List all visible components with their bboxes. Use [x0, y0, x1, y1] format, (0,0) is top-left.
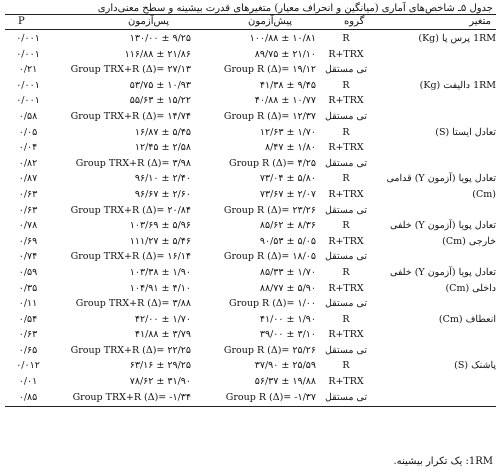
cell-variable: پاشنک (S) [454, 360, 496, 372]
cell-posttest: ۱۰۴/۹۱ ± ۴/۱۰ [129, 282, 191, 294]
table-row [5, 390, 496, 406]
cell-variable: خارجی (Cm) [442, 235, 496, 247]
cell-variable [376, 203, 496, 219]
table-footnote: 1RM: یک تکرار بیشینه. [393, 456, 493, 467]
cell-pretest: ۷۳/۶۷ ± ۲/۰۷ [259, 188, 316, 200]
cell-posttest: ۶۳/۱۶ ± ۲۹/۲۵ [129, 360, 191, 372]
table-row [5, 374, 496, 390]
cell-posttest: ۱۱۱/۲۷ ± ۵/۴۶ [129, 235, 191, 247]
cell-group: R [342, 313, 350, 325]
table-row [5, 234, 496, 250]
cell-p: ۰/۸۲ [18, 157, 38, 169]
cell-variable: تعادل ایستا (S) [435, 126, 496, 138]
table-row [5, 312, 496, 328]
cell-variable: 1RM پرس پا (Kg) [418, 33, 496, 44]
cell-group: تی مستقل [324, 344, 367, 356]
cell-pretest: Group R (Δ)= ۱/۰۰ [228, 298, 316, 310]
table-row [5, 358, 496, 374]
cell-group: R [342, 360, 350, 372]
cell-p: ۰/۰۰۱ [16, 79, 40, 91]
bottom-rule [5, 406, 496, 407]
cell-variable: تعادل پویا (آزمون Y) قدامی [386, 173, 496, 185]
cell-variable: (Cm) [472, 188, 496, 200]
table-row [5, 156, 496, 172]
cell-pretest: Group R (Δ)= ۱۹/۱۲ [223, 64, 316, 76]
cell-pretest: ۳۷/۹۰ ± ۲۵/۵۹ [254, 360, 316, 372]
cell-pretest: Group R (Δ)= ۴/۲۵ [228, 157, 316, 169]
cell-pretest: ۱۲/۶۳ ± ۱/۷۰ [259, 126, 316, 138]
cell-pretest: ۴۱/۳۸ ± ۹/۴۵ [259, 79, 316, 91]
cell-variable [376, 47, 496, 63]
cell-variable [376, 296, 496, 312]
cell-group: تی مستقل [324, 157, 367, 169]
cell-group: R+TRX [328, 188, 364, 200]
table-row [5, 187, 496, 203]
cell-variable: انعطاف (Cm) [438, 313, 496, 325]
table-row [5, 171, 496, 187]
cell-posttest: ۷۸/۶۲ ± ۳۱/۹۰ [129, 376, 191, 388]
cell-pretest: ۸۵/۶۲ ± ۸/۳۶ [259, 220, 316, 232]
cell-p: ۰/۶۵ [18, 344, 38, 356]
cell-posttest: Group TRX+R (Δ)= ۳/۸۸ [75, 298, 191, 310]
table-row [5, 296, 496, 312]
cell-p: ۰/۵۸ [18, 110, 38, 122]
cell-variable [376, 62, 496, 78]
cell-posttest: ۹۶/۱۰ ± ۲/۴۰ [134, 173, 191, 185]
cell-pretest: ۳۹/۰۰ ± ۳/۱۰ [259, 329, 316, 341]
table-row [5, 281, 496, 297]
cell-p: ۰/۰۰۱ [16, 95, 40, 107]
table-body [5, 31, 496, 405]
cell-p: ۰/۸۵ [18, 391, 38, 403]
cell-posttest: ۱۳۰/۰۰ ± ۹/۲۵ [129, 33, 191, 44]
cell-pretest: ۸۵/۳۳ ± ۱/۷۰ [259, 266, 316, 278]
cell-variable [376, 390, 496, 406]
cell-group: R [342, 173, 350, 185]
cell-group: تی مستقل [324, 110, 367, 122]
cell-pretest: ۱۰۰/۸۸ ± ۱۰/۸۱ [249, 33, 316, 44]
data-table [5, 31, 496, 405]
cell-pretest: Group R (Δ)= -۱/۳۷ [225, 391, 316, 403]
cell-variable [376, 374, 496, 390]
cell-pretest: Group R (Δ)= ۲۳/۲۶ [223, 204, 316, 216]
cell-posttest: Group TRX+R (Δ)= ۲۷/۱۳ [70, 64, 191, 76]
cell-variable: 1RM دالیفت (Kg) [419, 79, 496, 91]
cell-pretest: ۴۰/۸۸ ± ۱۰/۷۷ [254, 95, 316, 107]
cell-posttest: Group TRX+R (Δ)= ۱۴/۷۴ [70, 110, 191, 122]
cell-posttest: ۱۶/۸۷ ± ۵/۴۵ [134, 126, 191, 138]
cell-group: R+TRX [328, 48, 364, 60]
cell-posttest: ۹۶/۶۷ ± ۲/۶۰ [134, 188, 191, 200]
cell-variable: تعادل پویا (آزمون Y) خلفی [389, 266, 496, 278]
header-group: گروه [344, 16, 365, 27]
cell-variable: تعادل پویا (آزمون Y) خلفی [389, 220, 496, 232]
cell-posttest: Group TRX+R (Δ)= -۱/۳۴ [72, 391, 191, 403]
cell-group: R+TRX [328, 235, 364, 247]
cell-group: R [342, 79, 350, 91]
table-row [5, 109, 496, 125]
cell-variable: داخلی (Cm) [445, 282, 496, 294]
cell-p: ۰/۵۴ [18, 313, 38, 325]
cell-posttest: ۱۰۳/۳۸ ± ۱/۹۰ [129, 266, 191, 278]
cell-pretest: ۸۹/۷۵ ± ۲۱/۱۰ [254, 48, 316, 60]
cell-p: ۰/۷۸ [18, 220, 38, 232]
cell-pretest: ۴۱/۰۰ ± ۱/۹۰ [259, 313, 316, 325]
table-row [5, 93, 496, 109]
cell-group: R [342, 33, 350, 44]
cell-posttest: ۵۵/۶۳ ± ۱۵/۲۲ [129, 95, 191, 107]
cell-p: ۰/۷۴ [18, 251, 38, 263]
cell-group: R+TRX [328, 329, 364, 341]
cell-group: تی مستقل [324, 204, 367, 216]
cell-group: تی مستقل [324, 64, 367, 76]
table-row [5, 62, 496, 78]
cell-pretest: Group R (Δ)= ۱۸/۰۵ [223, 251, 316, 263]
cell-pretest: Group R (Δ)= ۲۵/۲۶ [223, 344, 316, 356]
cell-posttest: ۴۲/۰۰ ± ۱/۷۰ [134, 313, 191, 325]
cell-variable [376, 140, 496, 156]
cell-pretest: ۵۶/۳۷ ± ۱۹/۸۸ [254, 376, 316, 388]
cell-group: R+TRX [328, 376, 364, 388]
cell-p: ۰/۰۵ [18, 126, 38, 138]
cell-posttest: Group TRX+R (Δ)= ۲۰/۸۴ [70, 204, 191, 216]
cell-p: ۰/۳۵ [18, 282, 38, 294]
cell-group: تی مستقل [324, 251, 367, 263]
header-pretest: پیش‌آزمون [248, 16, 293, 27]
table-caption: جدول ۵ـ شاخص‌های آماری (میانگین و انحراف معیار) متغیرهای قدرت بیشینه و سطح معنی‌داری [97, 3, 493, 14]
table-row [5, 31, 496, 47]
cell-posttest: ۵۳/۷۵ ± ۱۰/۹۳ [129, 79, 191, 91]
cell-p: ۰/۶۳ [18, 329, 38, 341]
table-row [5, 265, 496, 281]
cell-pretest: ۸/۴۷ ± ۱/۸۰ [264, 142, 316, 154]
cell-p: ۰/۵۹ [18, 266, 38, 278]
cell-p: ۰/۶۳ [18, 204, 38, 216]
cell-p: ۰/۶۹ [18, 235, 38, 247]
table-row [5, 327, 496, 343]
cell-p: ۰/۱۱ [18, 298, 38, 310]
header-p: P [18, 16, 25, 27]
header-posttest: پس‌آزمون [128, 16, 170, 27]
cell-p: ۰/۰۰۱ [16, 48, 40, 60]
table-row [5, 343, 496, 359]
cell-posttest: ۱۰۳/۶۹ ± ۵/۹۶ [129, 220, 191, 232]
cell-p: ۰/۰۴ [18, 142, 38, 154]
cell-posttest: Group TRX+R (Δ)= ۳/۹۸ [75, 157, 191, 169]
cell-group: R [342, 126, 350, 138]
cell-p: ۰/۸۷ [18, 173, 38, 185]
table-row [5, 78, 496, 94]
cell-group: R+TRX [328, 142, 364, 154]
table-row [5, 125, 496, 141]
cell-pretest: Group R (Δ)= ۱۲/۳۷ [223, 110, 316, 122]
cell-variable [376, 343, 496, 359]
header-rule [5, 29, 496, 30]
cell-group: R [342, 266, 350, 278]
cell-pretest: ۹۰/۵۳ ± ۵/۰۵ [259, 235, 316, 247]
cell-variable [376, 249, 496, 265]
cell-variable [376, 93, 496, 109]
cell-posttest: Group TRX+R (Δ)= ۲۲/۲۵ [70, 344, 191, 356]
cell-posttest: Group TRX+R (Δ)= ۱۶/۱۴ [70, 251, 191, 263]
table-row [5, 218, 496, 234]
table-row [5, 47, 496, 63]
cell-posttest: ۴۱/۸۸ ± ۳/۷۹ [134, 329, 191, 341]
cell-p: ۰/۰۱۲ [16, 360, 40, 372]
table-row [5, 249, 496, 265]
cell-pretest: ۸۸/۷۷ ± ۵/۹۰ [259, 282, 316, 294]
cell-group: R+TRX [328, 282, 364, 294]
table-row [5, 203, 496, 219]
cell-group: R+TRX [328, 95, 364, 107]
cell-pretest: ۷۳/۰۴ ± ۵/۸۰ [259, 173, 316, 185]
header-variable: متغیر [469, 16, 491, 27]
cell-variable [376, 156, 496, 172]
cell-p: ۰/۰۰۱ [16, 33, 40, 44]
cell-variable [376, 109, 496, 125]
cell-group: تی مستقل [324, 391, 367, 403]
cell-p: ۰/۶۳ [18, 188, 38, 200]
cell-posttest: ۱۲/۴۵ ± ۲/۵۸ [134, 142, 191, 154]
cell-group: R [342, 220, 350, 232]
cell-p: ۰/۰۱ [18, 376, 38, 388]
cell-p: ۰/۲۱ [18, 64, 38, 76]
cell-posttest: ۱۱۶/۸۸ ± ۲۱/۸۶ [124, 48, 191, 60]
cell-group: تی مستقل [324, 298, 367, 310]
cell-variable [376, 327, 496, 343]
table-row [5, 140, 496, 156]
